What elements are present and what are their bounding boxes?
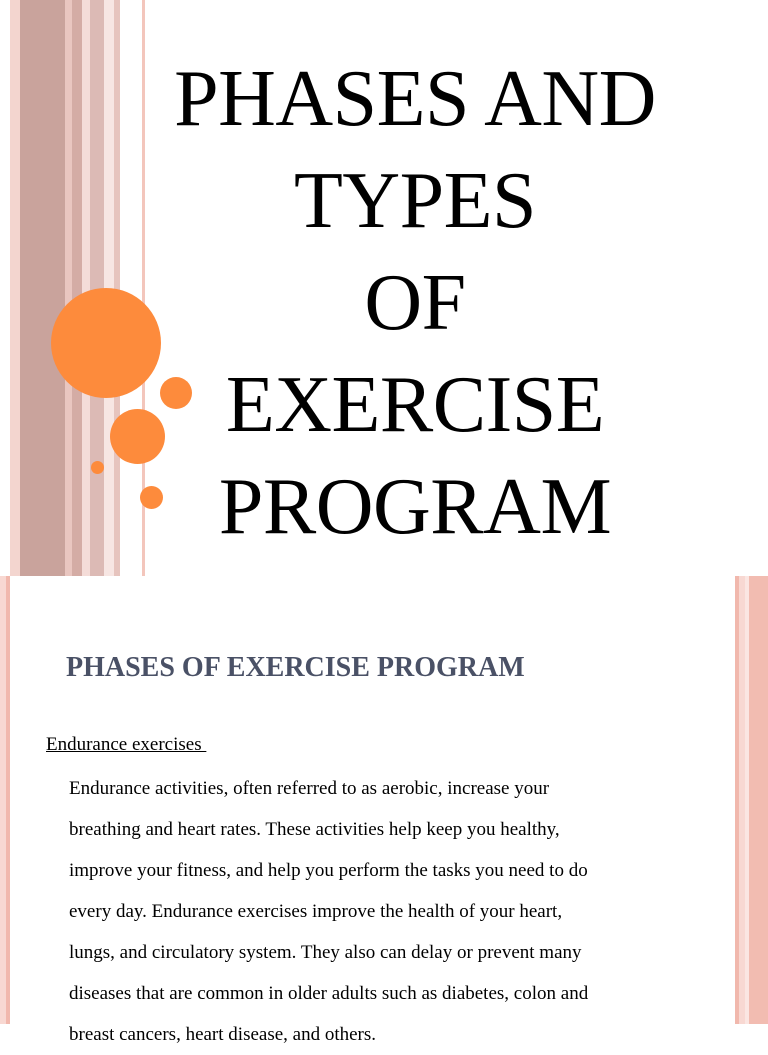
body-line: lungs, and circulatory system. They also can delay or prevent many xyxy=(69,942,582,963)
title-line: OF xyxy=(364,259,466,347)
body-line: improve your fitness, and help you perform the tasks you need to do xyxy=(69,860,588,881)
body-line: diseases that are common in older adults such as diabetes, colon and xyxy=(69,983,589,1004)
decorative-stripe xyxy=(82,0,90,576)
decorative-stripe xyxy=(72,0,82,576)
decorative-circle-large xyxy=(51,288,161,398)
content-slide xyxy=(0,576,768,1045)
title-line: PROGRAM xyxy=(218,463,612,551)
decorative-stripe xyxy=(749,576,768,1024)
section-heading: PHASES OF EXERCISE PROGRAM xyxy=(66,652,525,683)
body-paragraph xyxy=(69,768,709,1055)
body-line: every day. Endurance exercises improve the health of your heart, xyxy=(69,901,563,922)
body-line: breast cancers, heart disease, and others. xyxy=(69,1024,377,1045)
decorative-stripe xyxy=(10,0,20,576)
slide-title xyxy=(150,48,680,558)
decorative-stripe xyxy=(6,576,10,1024)
body-line: Endurance activities, often referred to as aerobic, increase your xyxy=(69,778,550,799)
body-line: breathing and heart rates. These activities help keep you healthy, xyxy=(69,819,560,840)
subheading: Endurance exercises xyxy=(46,734,207,755)
title-line: PHASES AND xyxy=(174,55,656,143)
decorative-stripe xyxy=(65,0,72,576)
decorative-stripe xyxy=(20,0,65,576)
title-line: EXERCISE xyxy=(225,361,605,449)
title-line: TYPES xyxy=(294,157,536,245)
decorative-circle-tiny xyxy=(91,461,104,474)
